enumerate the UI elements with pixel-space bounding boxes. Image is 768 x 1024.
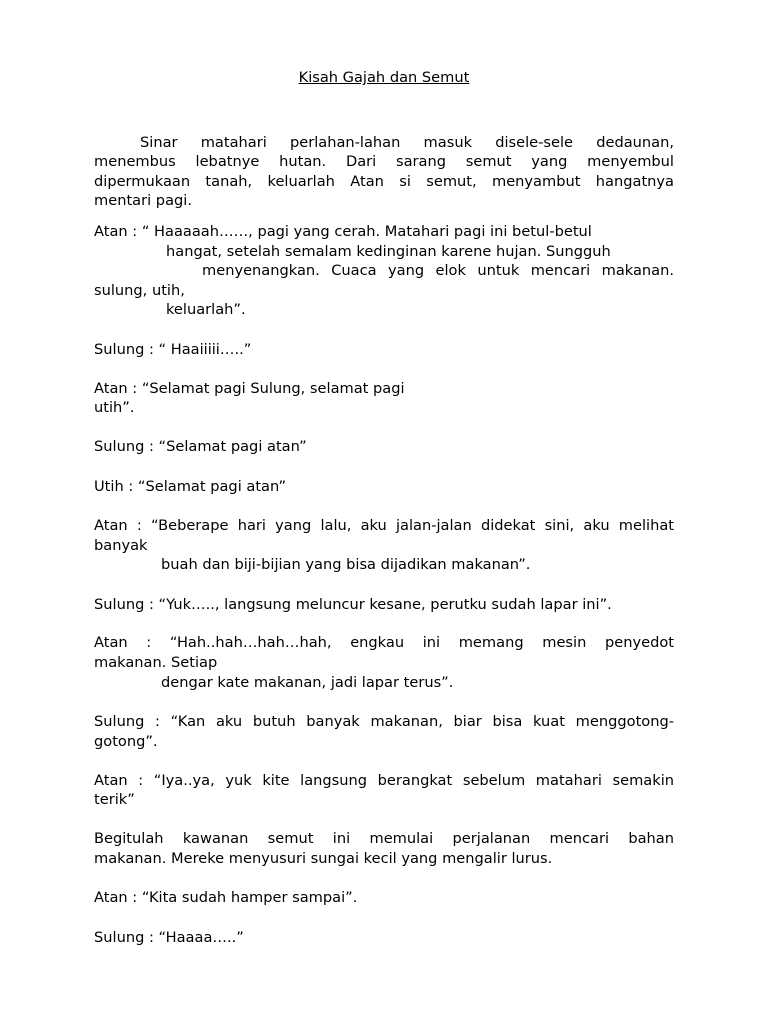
dialogue-line: Sulung : “ Haaiiiii…..” bbox=[94, 341, 252, 358]
narration-line: Begitulah kawanan semut ini memulai perjalanan mencari bahan bbox=[94, 830, 674, 847]
narration-line: makanan. Mereke menyusuri sungai kecil yang mengalir lurus. bbox=[94, 850, 553, 867]
dialogue-line: Sulung : “Yuk….., langsung meluncur kesane, perutku sudah lapar ini”. bbox=[94, 596, 612, 613]
dialogue-line: Sulung : “Selamat pagi atan” bbox=[94, 438, 307, 455]
dialogue-line: Utih : “Selamat pagi atan” bbox=[94, 478, 287, 495]
dialogue-line: gotong”. bbox=[94, 733, 158, 750]
dialogue-line: dengar kate makanan, jadi lapar terus”. bbox=[161, 674, 454, 691]
dialogue-line: sulung, utih, bbox=[94, 282, 185, 299]
intro-line-1: Sinar matahari perlahan-lahan masuk disele-sele dedaunan, bbox=[140, 134, 674, 151]
dialogue-line: Atan : “Kita sudah hamper sampai”. bbox=[94, 889, 358, 906]
dialogue-line: utih”. bbox=[94, 399, 135, 416]
dialogue-line: buah dan biji-bijian yang bisa dijadikan makanan”. bbox=[161, 556, 531, 573]
dialogue-line: Atan : “Iya..ya, yuk kite langsung berangkat sebelum matahari semakin bbox=[94, 772, 674, 789]
dialogue-line: Atan : “Hah..hah…hah…hah, engkau ini memang mesin penyedot bbox=[94, 634, 674, 651]
dialogue-line: Sulung : “Haaaa…..” bbox=[94, 929, 244, 946]
dialogue-line: Sulung : “Kan aku butuh banyak makanan, biar bisa kuat menggotong- bbox=[94, 713, 674, 730]
dialogue-line: Atan : “Selamat pagi Sulung, selamat pagi bbox=[94, 380, 405, 397]
dialogue-line: Atan : “Beberape hari yang lalu, aku jalan-jalan didekat sini, aku melihat bbox=[94, 517, 674, 534]
dialogue-line: menyenangkan. Cuaca yang elok untuk mencari makanan. bbox=[202, 262, 674, 279]
dialogue-line: Atan : “ Haaaaah……, pagi yang cerah. Matahari pagi ini betul-betul bbox=[94, 223, 592, 240]
intro-line-2: menembus lebatnye hutan. Dari sarang semut yang menyembul bbox=[94, 153, 674, 170]
dialogue-line: keluarlah”. bbox=[166, 301, 246, 318]
intro-line-3: dipermukaan tanah, keluarlah Atan si semut, menyambut hangatnya bbox=[94, 173, 674, 190]
document-title: Kisah Gajah dan Semut bbox=[298, 69, 470, 86]
dialogue-line: hangat, setelah semalam kedinginan karene hujan. Sungguh bbox=[166, 243, 611, 260]
dialogue-line: terik” bbox=[94, 791, 135, 808]
intro-line-4: mentari pagi. bbox=[94, 192, 192, 209]
dialogue-line: banyak bbox=[94, 537, 148, 554]
dialogue-line: makanan. Setiap bbox=[94, 654, 218, 671]
